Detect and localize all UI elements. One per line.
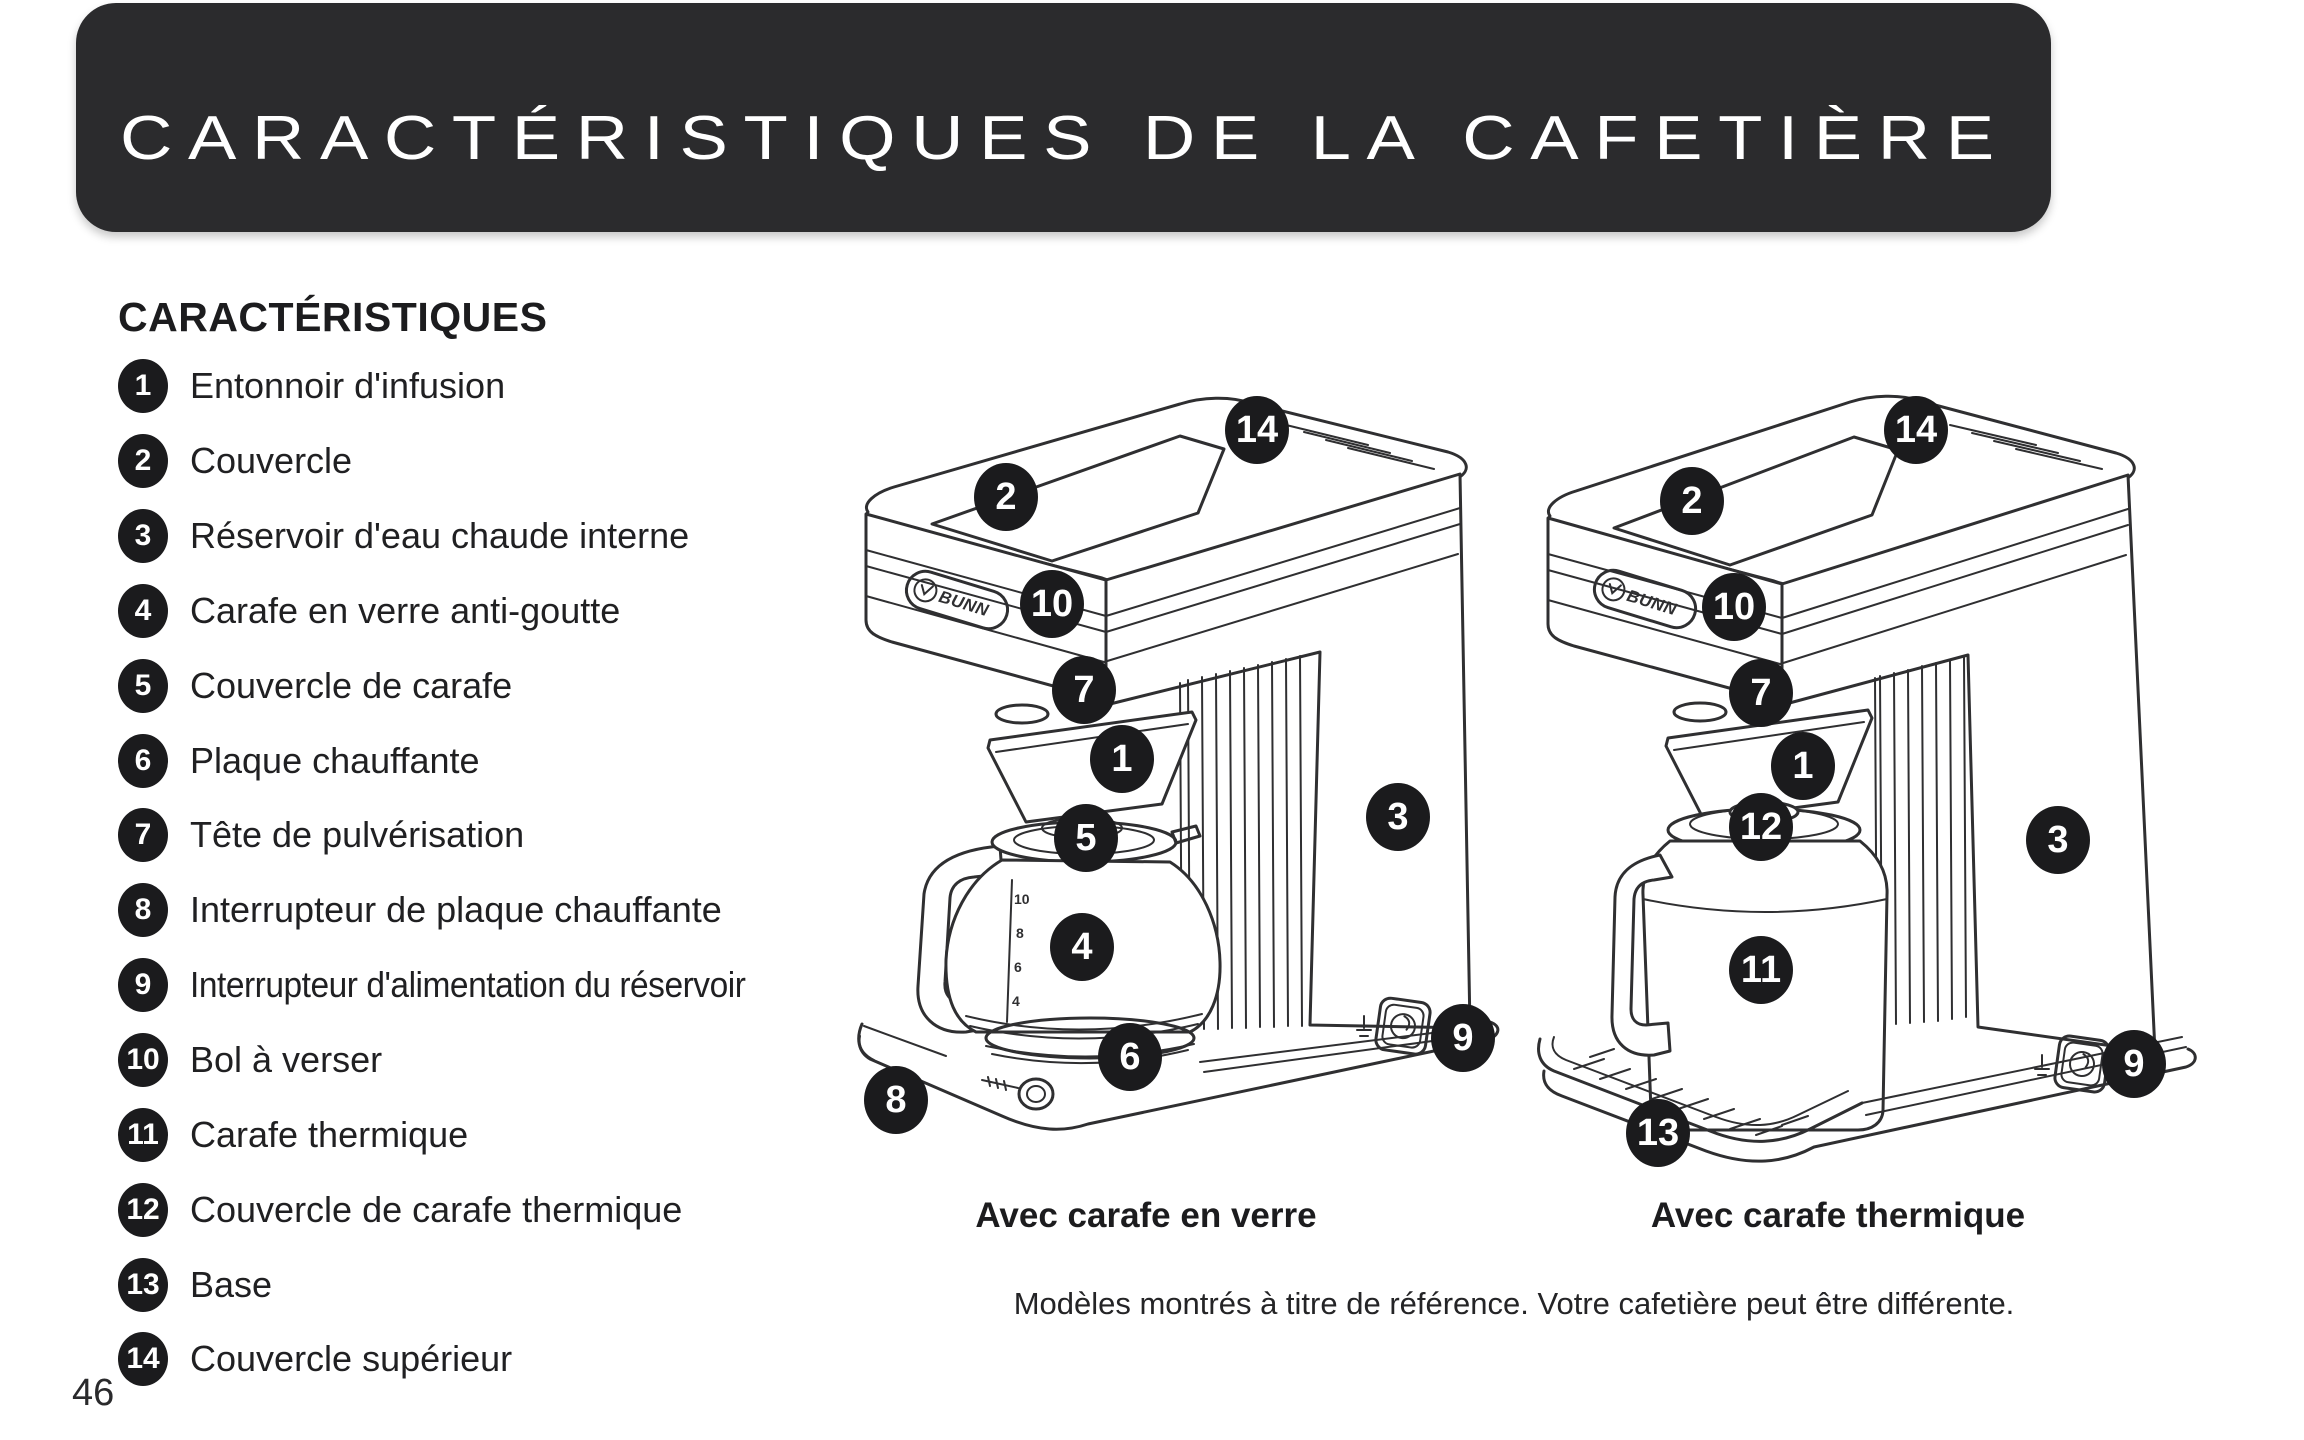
feature-item-7 bbox=[118, 798, 787, 873]
callout-badge-5: 5 bbox=[1054, 804, 1118, 872]
feature-item-6 bbox=[118, 723, 787, 798]
carafe-scale-mark: 10 bbox=[1014, 891, 1030, 907]
feature-number-badge: 4 bbox=[118, 584, 168, 638]
callout-badge-7: 7 bbox=[1052, 656, 1116, 724]
feature-item-14 bbox=[118, 1322, 787, 1397]
callout-badge-1: 1 bbox=[1090, 725, 1154, 793]
feature-number-badge: 1 bbox=[118, 359, 168, 413]
feature-item-9 bbox=[118, 948, 787, 1023]
feature-label: Carafe thermique bbox=[190, 1113, 469, 1155]
page-number: 46 bbox=[72, 1372, 115, 1414]
callout-badge-8: 8 bbox=[864, 1066, 928, 1134]
model-reference-note: Modèles montrés à titre de référence. Votre cafetière peut être différente. bbox=[1013, 1286, 2015, 1321]
caption-glass-carafe: Avec carafe en verre bbox=[975, 1196, 1317, 1235]
feature-label: Couvercle de carafe bbox=[190, 664, 513, 706]
feature-label: Couvercle de carafe thermique bbox=[190, 1188, 683, 1230]
feature-label: Plaque chauffante bbox=[190, 739, 480, 781]
feature-label: Tête de pulvérisation bbox=[190, 814, 525, 856]
feature-number-badge: 9 bbox=[118, 958, 168, 1012]
feature-item-12 bbox=[118, 1172, 787, 1247]
feature-number-badge: 12 bbox=[118, 1183, 168, 1237]
feature-label: Bol à verser bbox=[190, 1039, 383, 1081]
callout-badge-9: 9 bbox=[1431, 1004, 1495, 1072]
feature-label: Réservoir d'eau chaude interne bbox=[190, 515, 690, 557]
callout-badge-3: 3 bbox=[1366, 783, 1430, 851]
feature-item-10 bbox=[118, 1023, 787, 1098]
callout-badge-14: 14 bbox=[1225, 396, 1289, 464]
callout-badge-1: 1 bbox=[1771, 732, 1835, 800]
title-banner bbox=[76, 3, 2051, 232]
feature-number-badge: 3 bbox=[118, 509, 168, 563]
feature-label: Entonnoir d'infusion bbox=[190, 365, 506, 407]
features-list bbox=[118, 349, 787, 1397]
feature-label: Base bbox=[190, 1263, 273, 1305]
feature-item-11 bbox=[118, 1097, 787, 1172]
feature-label: Interrupteur d'alimentation du réservoir bbox=[190, 964, 746, 1006]
feature-item-13 bbox=[118, 1247, 787, 1322]
feature-number-badge: 2 bbox=[118, 434, 168, 488]
carafe-scale-mark: 6 bbox=[1014, 959, 1022, 975]
coffee-maker-thermal-diagram bbox=[1530, 375, 2220, 1190]
callout-badge-4: 4 bbox=[1050, 913, 1114, 981]
caption-thermal-carafe: Avec carafe thermique bbox=[1650, 1196, 2026, 1235]
callout-badge-2: 2 bbox=[974, 463, 1038, 531]
carafe-scale-mark: 8 bbox=[1016, 925, 1024, 941]
features-heading: CARACTÉRISTIQUES bbox=[118, 294, 548, 340]
heater-switch-stem bbox=[982, 1077, 1018, 1090]
callout-badge-9: 9 bbox=[2102, 1030, 2166, 1098]
feature-number-badge: 5 bbox=[118, 659, 168, 713]
tower-vent-ribs bbox=[1875, 657, 1966, 1025]
callout-badge-10: 10 bbox=[1020, 570, 1084, 638]
callout-badge-14: 14 bbox=[1884, 396, 1948, 464]
spray-head bbox=[1674, 703, 1726, 721]
feature-item-5 bbox=[118, 648, 787, 723]
callout-badge-6: 6 bbox=[1098, 1023, 1162, 1091]
feature-item-8 bbox=[118, 873, 787, 948]
feature-item-2 bbox=[118, 424, 787, 499]
callout-badge-12: 12 bbox=[1729, 793, 1793, 861]
callout-badge-11: 11 bbox=[1729, 936, 1793, 1004]
carafe-scale-mark: 4 bbox=[1012, 993, 1020, 1009]
callout-badge-7: 7 bbox=[1729, 659, 1793, 727]
feature-number-badge: 8 bbox=[118, 883, 168, 937]
callout-badge-13: 13 bbox=[1626, 1099, 1690, 1167]
feature-label: Couvercle bbox=[190, 440, 353, 482]
feature-number-badge: 11 bbox=[118, 1108, 168, 1162]
feature-label: Couvercle supérieur bbox=[190, 1338, 513, 1380]
feature-number-badge: 13 bbox=[118, 1258, 168, 1312]
heater-switch-knob-inner bbox=[1027, 1086, 1045, 1102]
page-title: CARACTÉRISTIQUES DE LA CAFETIÈRE bbox=[120, 104, 2010, 173]
coffee-maker-glass-diagram bbox=[850, 380, 1510, 1190]
feature-label: Carafe en verre anti-goutte bbox=[190, 589, 621, 631]
feature-item-1 bbox=[118, 349, 787, 424]
feature-number-badge: 10 bbox=[118, 1033, 168, 1087]
feature-item-4 bbox=[118, 574, 787, 649]
spray-head bbox=[996, 705, 1048, 723]
feature-number-badge: 14 bbox=[118, 1332, 168, 1386]
bunn-logo-text: BUNN bbox=[1624, 586, 1680, 620]
feature-number-badge: 6 bbox=[118, 734, 168, 788]
carafe-lid-tab bbox=[1172, 826, 1200, 843]
callout-badge-2: 2 bbox=[1660, 467, 1724, 535]
callout-badge-3: 3 bbox=[2026, 806, 2090, 874]
bunn-logo-text: BUNN bbox=[936, 587, 992, 621]
callout-badge-10: 10 bbox=[1702, 573, 1766, 641]
feature-label: Interrupteur de plaque chauffante bbox=[190, 889, 722, 931]
feature-number-badge: 7 bbox=[118, 808, 168, 862]
feature-item-3 bbox=[118, 499, 787, 574]
heater-switch-knob bbox=[1019, 1079, 1053, 1109]
